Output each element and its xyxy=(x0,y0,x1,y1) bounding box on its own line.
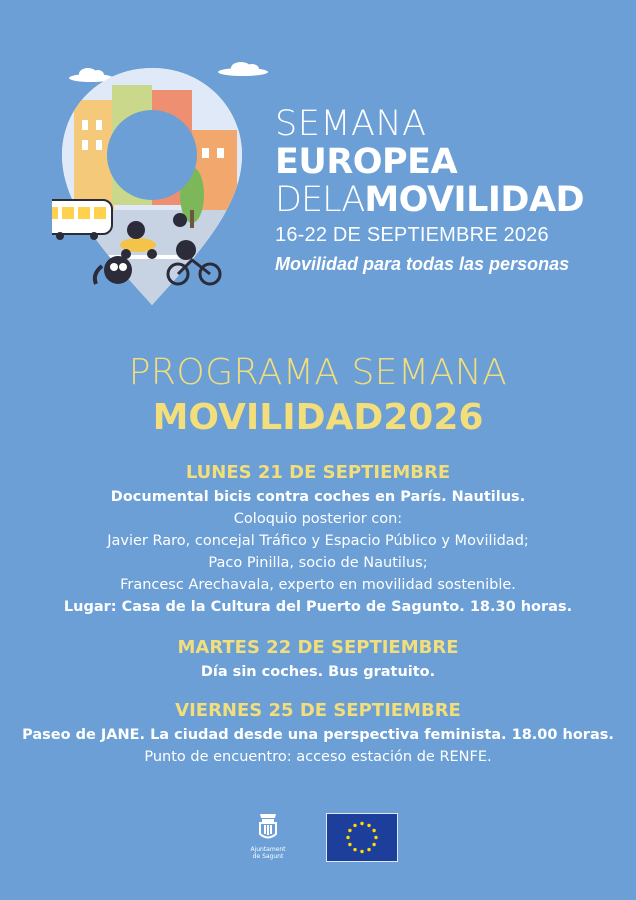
event-line: Paco Pinilla, socio de Nautilus; xyxy=(208,555,428,571)
event-dates: 16-22 DE SEPTIEMBRE 2026 xyxy=(275,224,549,246)
event-day-monday: LUNES 21 DE SEPTIEMBRE xyxy=(185,462,451,483)
eu-stars-icon xyxy=(327,814,397,861)
location-pin-illustration xyxy=(52,60,252,310)
event-day-tuesday: MARTES 22 DE SEPTIEMBRE xyxy=(177,637,459,658)
eu-flag xyxy=(326,813,398,862)
title-dela-movilidad xyxy=(275,181,615,219)
event-meeting-point: Punto de encuentro: acceso estación de RENFE. xyxy=(144,749,492,765)
coat-of-arms-icon xyxy=(256,812,280,842)
event-line: Coloquio posterior con: xyxy=(233,511,403,527)
ajuntament-name-line2: de Sagunt xyxy=(252,853,284,860)
event-line: Javier Raro, concejal Tráfico y Espacio Público y Movilidad; xyxy=(107,533,529,549)
title-movilidad: MOVILIDAD xyxy=(364,180,585,220)
event-line: Día sin coches. Bus gratuito. xyxy=(200,664,436,680)
event-line: Documental bicis contra coches en París. Nautilus. xyxy=(110,489,526,505)
event-line: Paseo de JANE. La ciudad desde una perspectiva feminista. 18.00 horas. xyxy=(22,727,614,743)
ajuntament-sagunt-logo xyxy=(248,812,288,864)
event-subtitle: Movilidad para todas las personas xyxy=(275,254,570,274)
program-title-line2: MOVILIDAD2026 xyxy=(152,397,484,438)
event-location: Lugar: Casa de la Cultura del Puerto de Sagunto. 18.30 horas. xyxy=(63,599,573,615)
title-dela: DELA xyxy=(275,180,365,220)
event-line: Francesc Arechavala, experto en movilidad sostenible. xyxy=(120,577,516,593)
title-semana: SEMANA xyxy=(275,104,427,144)
event-day-friday: VIERNES 25 DE SEPTIEMBRE xyxy=(175,700,461,721)
ajuntament-name-line1: Ajuntament xyxy=(250,846,286,853)
event-header xyxy=(275,105,615,276)
title-europea: EUROPEA xyxy=(275,142,458,182)
program-title-line1: PROGRAMA SEMANA xyxy=(128,352,508,393)
